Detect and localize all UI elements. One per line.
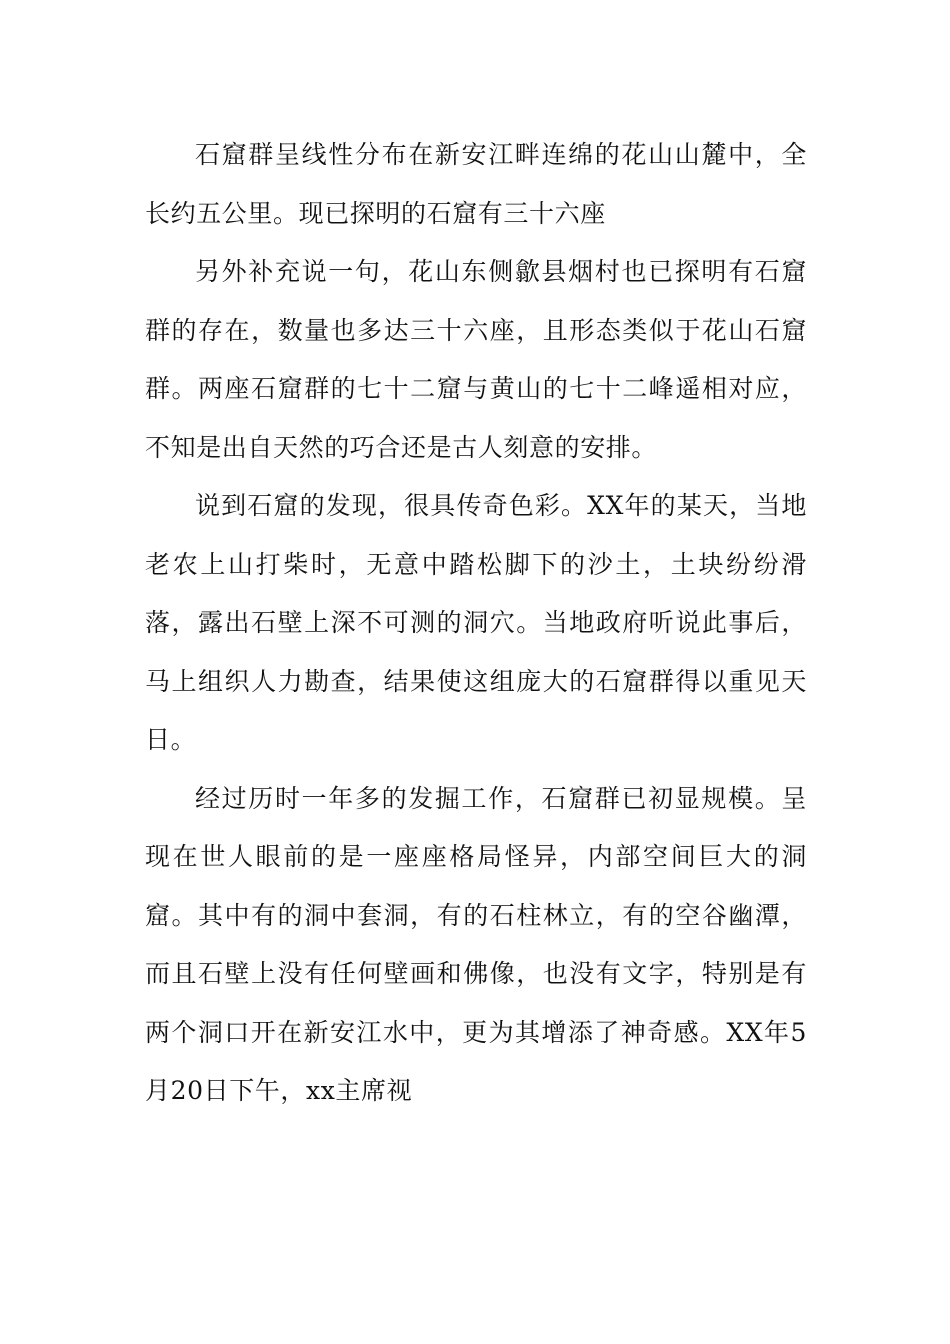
paragraph-4: 经过历时一年多的发掘工作，石窟群已初显规模。呈现在世人眼前的是一座座格局怪异，内部空间巨大的洞窟。其中有的洞中套洞，有的石柱林立，有的空谷幽潭，而且石壁上没有任何壁画和佛像，也没有文字，特别是有两个洞口开在新安江水中，更为其增添了神奇感。XX年5月20日下午，xx主席视 [145,783,807,1105]
document-body [145,126,807,1121]
paragraph-1: 石窟群呈线性分布在新安江畔连绵的花山山麓中，全长约五公里。现已探明的石窟有三十六座 [145,140,807,228]
paragraph-2: 另外补充说一句，花山东侧歙县烟村也已探明有石窟群的存在，数量也多达三十六座，且形态类似于花山石窟群。两座石窟群的七十二窟与黄山的七十二峰遥相对应，不知是出自天然的巧合还是古人刻意的安排。 [145,257,807,462]
paragraph-3: 说到石窟的发现，很具传奇色彩。XX年的某天，当地老农上山打柴时，无意中踏松脚下的沙土，土块纷纷滑落，露出石壁上深不可测的洞穴。当地政府听说此事后，马上组织人力勘查，结果使这组庞大的石窟群得以重见天日。 [145,491,807,754]
